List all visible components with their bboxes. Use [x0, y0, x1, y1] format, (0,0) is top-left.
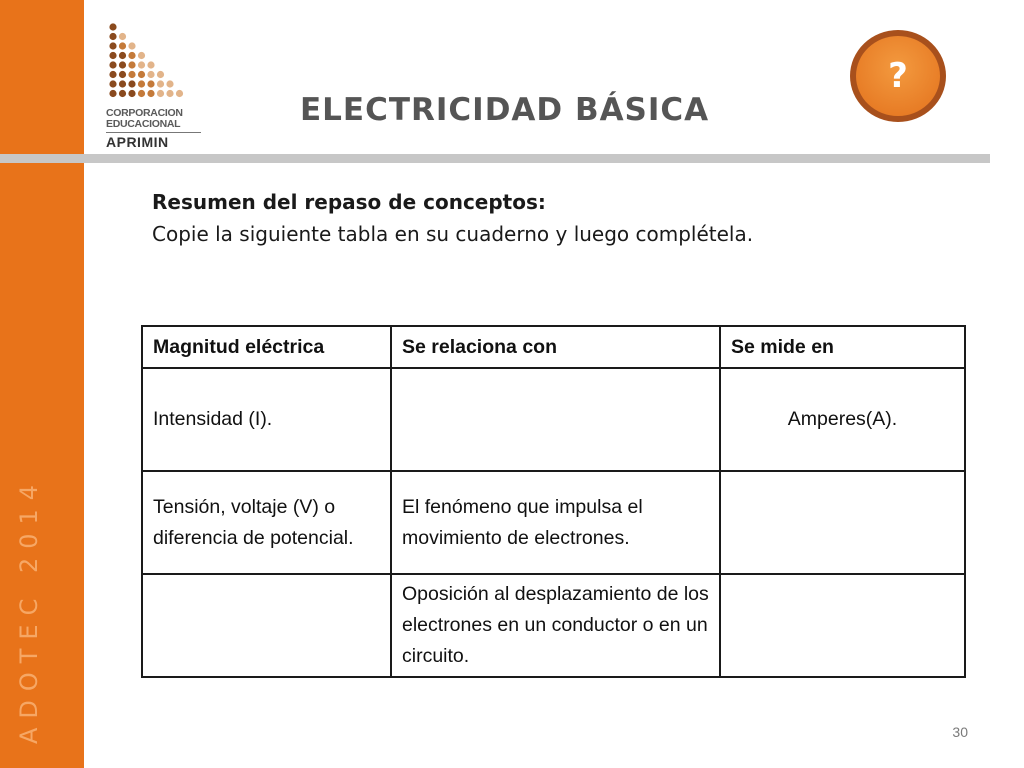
logo-dot	[147, 90, 154, 97]
table-cell: Tensión, voltaje (V) o diferencia de potencial.	[142, 471, 391, 574]
column-header-relaciona: Se relaciona con	[391, 326, 720, 368]
sidebar-vertical-text: ADOTEC 2014	[15, 475, 43, 745]
logo-dot	[109, 42, 116, 49]
logo-dot	[109, 71, 116, 78]
logo-dot	[109, 80, 116, 87]
logo-dot	[166, 80, 173, 87]
table-row	[142, 574, 965, 677]
header-divider	[0, 154, 990, 163]
logo-dot	[128, 52, 135, 59]
logo-dot	[128, 61, 135, 68]
logo-dot	[109, 23, 116, 30]
logo-dot	[157, 71, 164, 78]
logo-dot	[138, 52, 145, 59]
logo-dot	[138, 71, 145, 78]
logo-dot	[147, 61, 154, 68]
column-header-mide: Se mide en	[720, 326, 965, 368]
table-cell: Intensidad (I).	[142, 368, 391, 471]
instructions-text: Copie la siguiente tabla en su cuaderno y luego complétela.	[152, 222, 754, 246]
summary-heading: Resumen del repaso de conceptos:	[152, 190, 546, 214]
logo-dot	[119, 71, 126, 78]
logo-dot	[109, 33, 116, 40]
logo-dot	[128, 80, 135, 87]
logo-dot	[119, 33, 126, 40]
table-cell: Oposición al desplazamiento de los electrones en un conductor o en un circuito.	[391, 574, 720, 677]
aprimin-logo	[106, 22, 201, 150]
logo-dot	[119, 42, 126, 49]
logo-dot	[128, 90, 135, 97]
logo-line-1: CORPORACION	[106, 107, 183, 119]
page-number: 30	[952, 724, 968, 740]
logo-line-2: EDUCACIONAL	[106, 118, 181, 130]
logo-dot	[147, 71, 154, 78]
concepts-table	[141, 325, 966, 678]
table-row	[142, 471, 965, 574]
table-cell: El fenómeno que impulsa el movimiento de electrones.	[391, 471, 720, 574]
table-row	[142, 368, 965, 471]
logo-dot	[119, 61, 126, 68]
table-header-row	[142, 326, 965, 368]
logo-dot	[147, 80, 154, 87]
logo-wordmark	[106, 108, 201, 150]
question-mark-icon: ?	[856, 36, 940, 116]
logo-dot	[176, 90, 183, 97]
column-header-magnitud: Magnitud eléctrica	[142, 326, 391, 368]
logo-dot	[157, 90, 164, 97]
logo-dot	[109, 61, 116, 68]
logo-dot	[166, 90, 173, 97]
logo-dot-pattern	[108, 22, 198, 106]
logo-dot	[119, 80, 126, 87]
logo-line-3: APRIMIN	[106, 132, 201, 150]
logo-dot	[109, 90, 116, 97]
logo-dot	[157, 80, 164, 87]
logo-dot	[128, 71, 135, 78]
logo-dot	[128, 42, 135, 49]
table-cell-blank	[720, 471, 965, 574]
logo-dot	[119, 90, 126, 97]
page-title: ELECTRICIDAD BÁSICA	[300, 92, 710, 128]
logo-dot	[138, 80, 145, 87]
table-cell-blank	[720, 574, 965, 677]
logo-dot	[138, 61, 145, 68]
help-icon[interactable]	[850, 30, 946, 122]
table-cell-blank	[391, 368, 720, 471]
table-cell: Amperes(A).	[720, 368, 965, 471]
table-cell-blank	[142, 574, 391, 677]
sidebar-band	[0, 0, 84, 768]
logo-dot	[109, 52, 116, 59]
logo-dot	[119, 52, 126, 59]
logo-dot	[138, 90, 145, 97]
